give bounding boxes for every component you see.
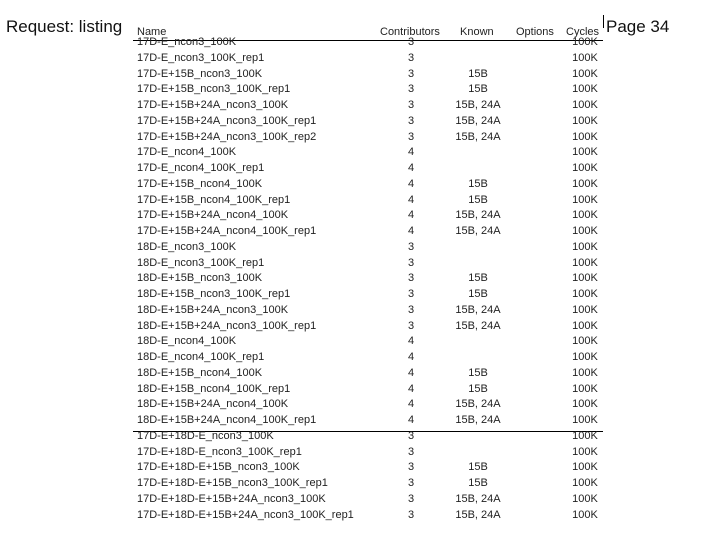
contributors-cell: 4 (407, 146, 415, 159)
contributors-cell: 4 (407, 177, 415, 190)
table-row (0, 367, 720, 383)
contributors-cell: 3 (407, 288, 415, 300)
contributors-cell: 3 (407, 492, 415, 505)
cycles-cell: 100K (572, 398, 598, 411)
contributors-cell: 3 (407, 114, 415, 127)
table-row (0, 68, 720, 84)
known-cell: 15B (468, 288, 488, 300)
contributors-cell: 4 (407, 335, 415, 348)
name-cell: 17D-E+18D-E+15B+24A_ncon3_100K (137, 492, 326, 505)
name-cell: 17D-E+18D-E+15B_ncon3_100K (137, 461, 300, 474)
contributors-cell: 3 (407, 461, 415, 474)
contributors-cell: 3 (407, 99, 415, 111)
contributors-cell: 3 (407, 272, 415, 285)
cycles-cell: 100K (572, 146, 598, 159)
table-row (0, 36, 720, 52)
known-cell: 15B, 24A (455, 225, 501, 237)
page-title: Request: listing (6, 17, 123, 36)
name-cell: 17D-E+15B+24A_ncon4_100K_rep1 (137, 225, 317, 237)
header-cycles: Cycles (566, 26, 600, 38)
table-row (0, 241, 720, 257)
contributors-cell: 3 (407, 83, 415, 96)
table-row (0, 351, 720, 367)
page-number: Page 34 (606, 17, 670, 36)
name-cell: 18D-E_ncon4_100K_rep1 (137, 351, 265, 363)
cycles-cell: 100K (572, 477, 598, 489)
contributors-cell: 3 (407, 51, 415, 64)
cycles-cell: 100K (572, 162, 598, 174)
contributors-cell: 4 (407, 209, 415, 222)
name-cell: 17D-E+15B+24A_ncon3_100K (137, 99, 289, 111)
contributors-cell: 3 (407, 240, 415, 253)
table-row (0, 162, 720, 178)
cycles-cell: 100K (572, 508, 598, 521)
cycles-cell: 100K (572, 130, 598, 143)
name-cell: 17D-E+15B+24A_ncon3_100K_rep1 (137, 114, 317, 127)
known-cell: 15B (468, 382, 488, 395)
known-cell: 15B (468, 177, 488, 190)
name-cell: 17D-E_ncon4_100K_rep1 (137, 162, 265, 174)
name-cell: 17D-E+15B+24A_ncon4_100K (137, 209, 289, 222)
table-row (0, 509, 720, 525)
contributors-cell: 3 (407, 303, 415, 316)
contributors-cell: 4 (407, 366, 415, 379)
contributors-cell: 3 (407, 67, 415, 80)
table-row (0, 115, 720, 131)
contributors-cell: 4 (407, 382, 415, 395)
name-cell: 17D-E+18D-E_ncon3_100K_rep1 (137, 445, 302, 458)
name-cell: 17D-E+15B+24A_ncon3_100K_rep2 (137, 130, 317, 143)
name-cell: 18D-E_ncon3_100K (137, 240, 237, 253)
contributors-cell: 4 (407, 193, 415, 206)
cycles-cell: 100K (572, 225, 598, 237)
name-cell: 17D-E+15B_ncon4_100K_rep1 (137, 193, 291, 206)
name-cell: 17D-E_ncon3_100K (137, 36, 237, 48)
table-row (0, 52, 720, 68)
name-cell: 17D-E+15B_ncon4_100K (137, 177, 263, 190)
cycles-cell: 100K (572, 209, 598, 222)
cycles-cell: 100K (572, 99, 598, 111)
contributors-cell: 4 (407, 225, 415, 237)
known-cell: 15B, 24A (455, 508, 501, 521)
name-cell: 18D-E+15B+24A_ncon4_100K_rep1 (137, 414, 317, 426)
cycles-cell: 100K (572, 288, 598, 300)
known-cell: 15B, 24A (455, 398, 501, 411)
known-cell: 15B, 24A (455, 319, 501, 332)
contributors-cell: 3 (407, 477, 415, 489)
table-row (0, 272, 720, 288)
known-cell: 15B (468, 67, 488, 80)
known-cell: 15B, 24A (455, 209, 501, 222)
table-row (0, 477, 720, 493)
cycles-cell: 100K (572, 240, 598, 253)
contributors-cell: 3 (407, 319, 415, 332)
cycles-cell: 100K (572, 272, 598, 285)
cycles-cell: 100K (572, 67, 598, 80)
table-row (0, 398, 720, 414)
known-cell: 15B (468, 272, 488, 285)
cycles-cell: 100K (572, 319, 598, 332)
table-row (0, 430, 720, 446)
table-row (0, 335, 720, 351)
cycles-cell: 100K (572, 51, 598, 64)
table-row (0, 320, 720, 336)
contributors-cell: 3 (407, 256, 415, 269)
header-divider (603, 15, 604, 28)
known-cell: 15B, 24A (455, 414, 501, 426)
cycles-cell: 100K (572, 492, 598, 505)
name-cell: 17D-E+18D-E_ncon3_100K (137, 429, 274, 442)
name-cell: 18D-E+15B_ncon3_100K (137, 272, 263, 285)
cycles-cell: 100K (572, 36, 598, 48)
table-row (0, 83, 720, 99)
table-row (0, 178, 720, 194)
table-row (0, 194, 720, 210)
table-row (0, 304, 720, 320)
header-known: Known (460, 26, 494, 38)
cycles-cell: 100K (572, 303, 598, 316)
name-cell: 17D-E+15B_ncon3_100K_rep1 (137, 83, 291, 96)
table-row (0, 446, 720, 462)
cycles-cell: 100K (572, 193, 598, 206)
table-row (0, 383, 720, 399)
table-row (0, 461, 720, 477)
cycles-cell: 100K (572, 429, 598, 442)
contributors-cell: 3 (407, 508, 415, 521)
table-row (0, 146, 720, 162)
header-contributors: Contributors (380, 26, 440, 38)
table-row (0, 225, 720, 241)
name-cell: 18D-E+15B+24A_ncon4_100K (137, 398, 289, 411)
header-name: Name (137, 26, 167, 38)
known-cell: 15B, 24A (455, 99, 501, 111)
cycles-cell: 100K (572, 335, 598, 348)
contributors-cell: 4 (407, 162, 415, 174)
cycles-cell: 100K (572, 114, 598, 127)
known-cell: 15B (468, 477, 488, 489)
contributors-cell: 4 (407, 398, 415, 411)
name-cell: 18D-E+15B_ncon4_100K_rep1 (137, 382, 291, 395)
name-cell: 18D-E_ncon3_100K_rep1 (137, 256, 265, 269)
contributors-cell: 3 (407, 429, 415, 442)
known-cell: 15B (468, 461, 488, 474)
cycles-cell: 100K (572, 83, 598, 96)
name-cell: 17D-E_ncon4_100K (137, 146, 237, 159)
name-cell: 18D-E+15B_ncon4_100K (137, 366, 263, 379)
table-row (0, 493, 720, 509)
cycles-cell: 100K (572, 366, 598, 379)
contributors-cell: 3 (407, 445, 415, 458)
name-cell: 17D-E+18D-E+15B+24A_ncon3_100K_rep1 (137, 508, 354, 521)
contributors-cell: 3 (407, 36, 415, 48)
name-cell: 18D-E+15B+24A_ncon3_100K (137, 303, 289, 316)
name-cell: 18D-E+15B+24A_ncon3_100K_rep1 (137, 319, 317, 332)
cycles-cell: 100K (572, 177, 598, 190)
table-row (0, 257, 720, 273)
cycles-cell: 100K (572, 351, 598, 363)
cycles-cell: 100K (572, 414, 598, 426)
contributors-cell: 4 (407, 351, 415, 363)
known-cell: 15B, 24A (455, 492, 501, 505)
name-cell: 17D-E_ncon3_100K_rep1 (137, 51, 265, 64)
table-row (0, 209, 720, 225)
known-cell: 15B (468, 366, 488, 379)
cycles-cell: 100K (572, 256, 598, 269)
cycles-cell: 100K (572, 445, 598, 458)
header-options: Options (516, 26, 554, 38)
cycles-cell: 100K (572, 382, 598, 395)
known-cell: 15B, 24A (455, 114, 501, 127)
name-cell: 17D-E+15B_ncon3_100K (137, 67, 263, 80)
contributors-cell: 3 (407, 130, 415, 143)
name-cell: 17D-E+18D-E+15B_ncon3_100K_rep1 (137, 477, 328, 489)
cycles-cell: 100K (572, 461, 598, 474)
known-cell: 15B, 24A (455, 303, 501, 316)
name-cell: 18D-E_ncon4_100K (137, 335, 237, 348)
name-cell: 18D-E+15B_ncon3_100K_rep1 (137, 288, 291, 300)
known-cell: 15B (468, 193, 488, 206)
table-row (0, 99, 720, 115)
known-cell: 15B (468, 83, 488, 96)
table-row (0, 288, 720, 304)
known-cell: 15B, 24A (455, 130, 501, 143)
table-row (0, 414, 720, 430)
table-row (0, 131, 720, 147)
contributors-cell: 4 (407, 414, 415, 426)
